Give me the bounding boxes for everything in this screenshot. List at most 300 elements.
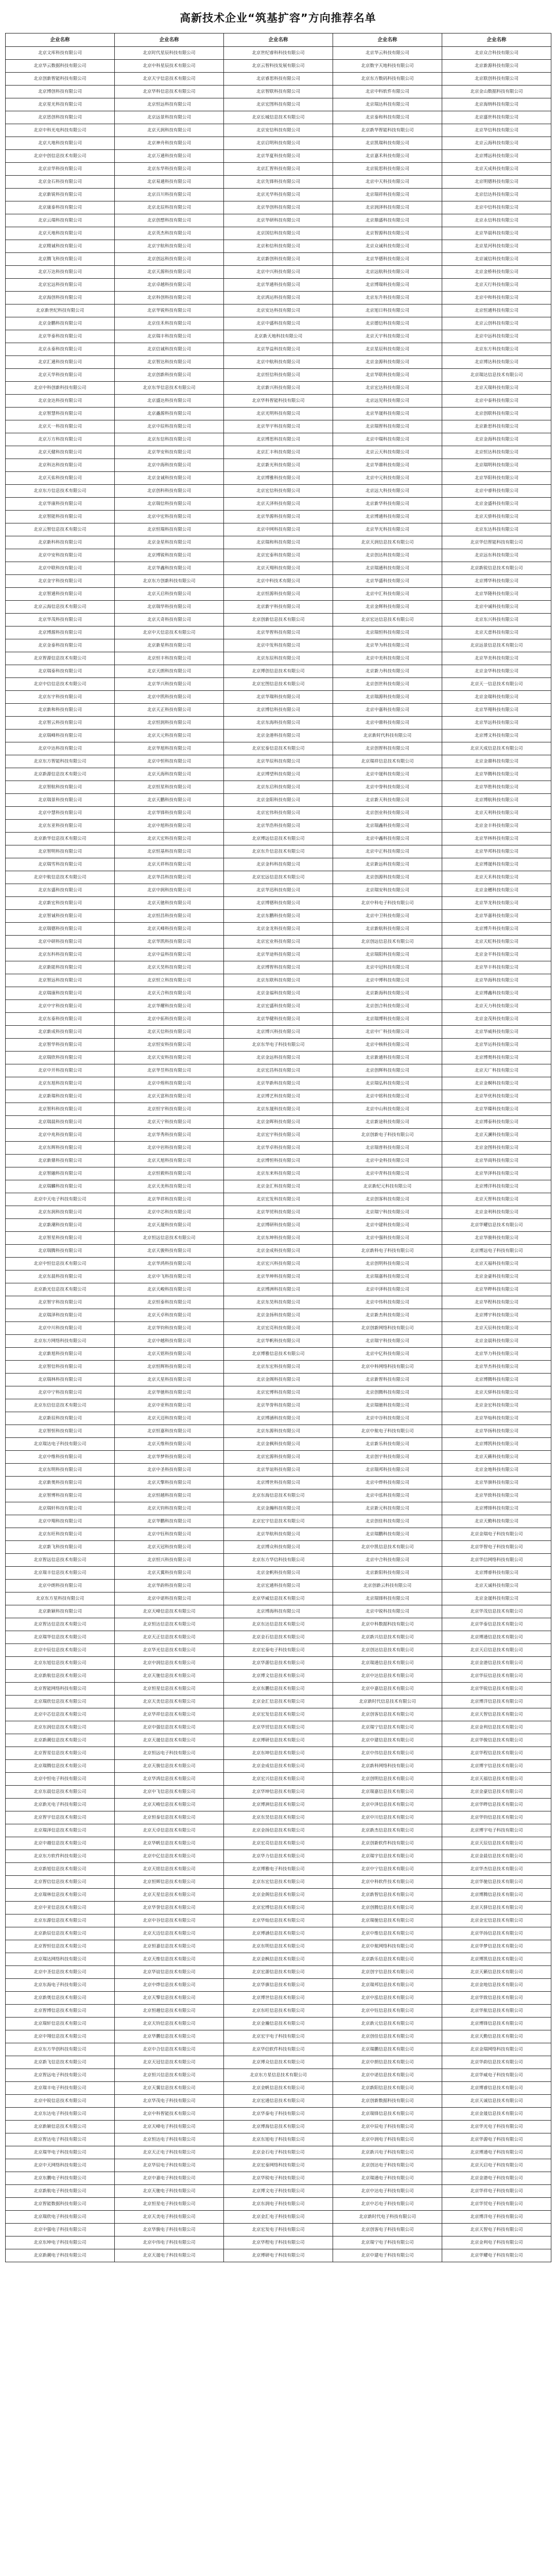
company-cell <box>115 382 224 395</box>
company-cell <box>6 1696 115 1708</box>
company-cell <box>115 523 224 536</box>
company-cell <box>115 1605 224 1618</box>
company-cell <box>442 189 551 201</box>
company-cell <box>115 1708 224 1721</box>
company-name: 北京华耀信息技术有限公司 <box>470 1223 523 1228</box>
company-name: 北京华威信息技术有限公司 <box>252 1596 305 1601</box>
company-name: 北京新源信息技术有限公司 <box>33 772 86 777</box>
company-name: 北京宏远信息技术有限公司 <box>252 875 305 880</box>
company-cell <box>115 1657 224 1670</box>
company-name: 北京鼎盛科技有限公司 <box>365 218 409 223</box>
table-row <box>6 2108 551 2121</box>
company-name: 北京中维信息技术有限公司 <box>361 1931 414 1936</box>
table-row <box>6 201 551 214</box>
company-cell <box>115 588 224 601</box>
company-cell <box>115 1734 224 1747</box>
table-row <box>6 1013 551 1026</box>
company-cell <box>115 897 224 910</box>
company-name: 北京文库科技有限公司 <box>38 50 82 56</box>
company-name: 北京智联科技有限公司 <box>256 89 300 94</box>
company-name: 北京博通电子科技有限公司 <box>470 2150 523 2155</box>
company-name: 北京创辉科技有限公司 <box>365 1068 409 1073</box>
company-name: 北京瑞祥科技有限公司 <box>365 192 409 197</box>
company-cell <box>442 137 551 150</box>
company-name: 北京华迅科技有限公司 <box>256 888 300 893</box>
company-cell <box>333 111 442 124</box>
company-cell <box>6 511 115 523</box>
table-row <box>6 408 551 420</box>
company-cell <box>333 253 442 266</box>
company-cell <box>224 536 333 549</box>
company-cell <box>6 1515 115 1528</box>
table-row <box>6 871 551 884</box>
company-cell <box>6 2236 115 2249</box>
company-cell <box>333 2108 442 2121</box>
company-cell <box>442 60 551 73</box>
company-name: 北京金晨信息技术有限公司 <box>470 1854 523 1859</box>
company-name: 北京恒基科技有限公司 <box>147 849 191 854</box>
company-cell <box>115 111 224 124</box>
company-cell <box>224 137 333 150</box>
company-name: 北京华钧信息技术有限公司 <box>470 1815 523 1820</box>
table-row <box>6 1206 551 1219</box>
company-cell <box>442 1219 551 1232</box>
company-name: 北京华力信息技术有限公司 <box>252 1854 305 1859</box>
company-name: 北京东方星信息技术有限公司 <box>250 2073 307 2078</box>
company-name: 北京华腾科技有限公司 <box>474 772 518 777</box>
company-name: 北京新兴科技有限公司 <box>256 385 300 391</box>
table-row <box>6 1386 551 1399</box>
company-cell <box>115 124 224 137</box>
company-name: 北京创达科技有限公司 <box>365 553 409 558</box>
company-cell <box>442 395 551 408</box>
company-name: 北京东鹏电子科技有限公司 <box>33 2176 86 2181</box>
company-name: 北京金桥科技有限公司 <box>474 269 518 275</box>
company-name: 北京华晔信息技术有限公司 <box>470 1802 523 1807</box>
company-name: 北京永泰科技有限公司 <box>38 347 82 352</box>
company-cell <box>224 1850 333 1863</box>
company-name: 北京中建信息技术有限公司 <box>361 1738 414 1743</box>
table-row <box>6 317 551 330</box>
table-row <box>6 1232 551 1245</box>
company-cell <box>115 730 224 742</box>
table-row <box>6 2030 551 2043</box>
company-name: 北京华美科技有限公司 <box>474 656 518 661</box>
company-cell <box>442 1773 551 1786</box>
company-name: 北京华鼎科技有限公司 <box>365 463 409 468</box>
company-name: 北京宏兴科技有限公司 <box>256 1261 300 1266</box>
company-name: 北京中航网络科技有限公司 <box>361 1944 414 1949</box>
company-name: 北京金宇科技有限公司 <box>38 579 82 584</box>
company-cell <box>6 304 115 317</box>
company-name: 北京恒嘉信息技术有限公司 <box>143 1944 196 1949</box>
company-cell <box>6 1837 115 1850</box>
company-cell <box>333 1696 442 1708</box>
company-name: 北京华祥电子科技有限公司 <box>470 2189 523 2194</box>
company-name: 北京新光科技有限公司 <box>256 463 300 468</box>
company-cell <box>224 1554 333 1567</box>
company-name: 北京中泽科技有限公司 <box>365 1287 409 1292</box>
company-name: 北京博艺科技有限公司 <box>256 1094 300 1099</box>
company-name: 北京中青科技有限公司 <box>365 1171 409 1176</box>
company-cell <box>224 845 333 858</box>
company-cell <box>442 1180 551 1193</box>
company-name: 北京天宁科技有限公司 <box>147 1120 191 1125</box>
company-cell <box>442 807 551 820</box>
company-cell <box>333 408 442 420</box>
company-cell <box>224 1670 333 1683</box>
company-name: 北京博洋科技有限公司 <box>474 1184 518 1189</box>
company-name: 北京华旭科技有限公司 <box>147 746 191 751</box>
company-name: 北京天行科技有限公司 <box>474 282 518 287</box>
company-name: 北京瑞宁科技有限公司 <box>365 1210 409 1215</box>
company-name: 北京智华科技有限公司 <box>38 1042 82 1047</box>
company-name: 北京新力科技有限公司 <box>365 669 409 674</box>
table-row <box>6 343 551 356</box>
company-name: 北京创科科技有限公司 <box>147 488 191 494</box>
company-name: 北京天正科技有限公司 <box>147 707 191 713</box>
company-name: 北京华旗科技有限公司 <box>474 1480 518 1485</box>
table-row <box>6 2185 551 2198</box>
company-name: 北京金阳科技有限公司 <box>256 798 300 803</box>
company-name: 北京博凯信息技术有限公司 <box>470 1957 523 1962</box>
company-cell <box>333 1914 442 1927</box>
company-cell <box>6 665 115 678</box>
company-name: 北京华扬信息技术有限公司 <box>470 1931 523 1936</box>
company-cell <box>333 189 442 201</box>
company-cell <box>115 1438 224 1451</box>
company-cell <box>115 317 224 330</box>
company-name: 北京东方科技有限公司 <box>474 347 518 352</box>
company-cell <box>6 266 115 279</box>
company-name: 北京华林科技有限公司 <box>474 836 518 841</box>
company-name: 北京金阁科技有限公司 <box>256 1377 300 1382</box>
company-name: 北京瑞明科技有限公司 <box>474 463 518 468</box>
table-row <box>6 897 551 910</box>
company-cell <box>333 1348 442 1361</box>
company-name: 北京宏图科技有限公司 <box>256 102 300 107</box>
company-name: 北京远景科技有限公司 <box>147 115 191 120</box>
company-name: 北京华隆科技有限公司 <box>474 591 518 597</box>
table-row <box>6 1966 551 1979</box>
company-cell <box>6 1167 115 1180</box>
company-name: 北京天奇科技有限公司 <box>147 617 191 622</box>
company-name: 北京东宏信息技术有限公司 <box>252 1879 305 1885</box>
company-name: 北京博洋信息技术有限公司 <box>470 1699 523 1704</box>
table-row <box>6 833 551 845</box>
company-name: 北京东达电子科技有限公司 <box>33 2111 86 2116</box>
company-name: 北京中锐科技有限公司 <box>365 1609 409 1614</box>
company-cell <box>333 2185 442 2198</box>
company-name: 北京博晟科技有限公司 <box>474 862 518 867</box>
company-name: 北京新天科技有限公司 <box>365 798 409 803</box>
company-name: 北京星河科技有限公司 <box>474 244 518 249</box>
company-name: 北京博创信息技术有限公司 <box>252 669 305 674</box>
company-name: 北京天迈信息技术有限公司 <box>143 1931 196 1936</box>
company-cell <box>442 240 551 253</box>
company-cell <box>115 1618 224 1631</box>
company-cell <box>115 1489 224 1502</box>
company-cell <box>115 1180 224 1193</box>
company-cell <box>115 150 224 163</box>
company-name: 北京中发科技有限公司 <box>256 643 300 648</box>
company-name: 北京金诚科技有限公司 <box>147 476 191 481</box>
company-cell <box>224 1567 333 1580</box>
company-name: 北京华宇科技有限公司 <box>256 424 300 429</box>
company-cell <box>442 1889 551 1902</box>
company-name: 北京天禾科技有限公司 <box>474 875 518 880</box>
company-name: 北京智信科技有限公司 <box>38 1364 82 1369</box>
company-cell <box>224 1167 333 1180</box>
company-name: 北京中科电子科技有限公司 <box>361 901 414 906</box>
company-name: 北京瑞康科技有限公司 <box>38 991 82 996</box>
company-name: 北京博涵信息技术有限公司 <box>252 1931 305 1936</box>
company-cell <box>224 511 333 523</box>
company-name: 北京华信智能科技有限公司 <box>470 540 523 545</box>
company-cell <box>224 433 333 446</box>
company-name: 北京瑞泽科技有限公司 <box>38 1313 82 1318</box>
company-name: 北京瑞源科技有限公司 <box>365 694 409 700</box>
table-row <box>6 1902 551 1914</box>
company-cell <box>442 2172 551 2185</box>
company-name: 北京博雅信息技术有限公司 <box>252 1351 305 1357</box>
company-cell <box>6 292 115 304</box>
company-name: 北京博通信息技术有限公司 <box>470 1635 523 1640</box>
company-cell <box>442 86 551 98</box>
company-name: 北京创客电子科技有限公司 <box>361 2227 414 2232</box>
company-cell <box>115 1451 224 1464</box>
company-cell <box>224 1734 333 1747</box>
company-name: 北京中科智能技术有限公司 <box>143 2111 196 2116</box>
company-name: 北京中远科技有限公司 <box>474 334 518 339</box>
company-name: 北京中煌科技有限公司 <box>147 1081 191 1086</box>
company-name: 北京华锐信息技术有限公司 <box>470 1686 523 1691</box>
table-row <box>6 163 551 176</box>
company-name: 北京宏达信息技术有限公司 <box>361 617 414 622</box>
company-name: 北京华科智能科技有限公司 <box>252 398 305 403</box>
company-name: 北京恒兴信息技术有限公司 <box>143 2073 196 2078</box>
company-name: 北京智星科技有限公司 <box>38 1235 82 1241</box>
company-name: 北京中强科技有限公司 <box>365 1235 409 1241</box>
company-cell <box>115 691 224 704</box>
company-name: 北京宏远科技有限公司 <box>38 282 82 287</box>
company-name: 北京瑞林科技有限公司 <box>38 1377 82 1382</box>
company-name: 北京新能科技有限公司 <box>38 965 82 970</box>
company-cell <box>442 47 551 60</box>
company-cell <box>115 1193 224 1206</box>
company-cell <box>333 691 442 704</box>
company-name: 北京东旺科技有限公司 <box>38 1532 82 1537</box>
column-header: 企业名称 <box>115 33 224 47</box>
company-name: 北京华贸电子科技有限公司 <box>470 2201 523 2207</box>
company-name: 北京瑞德科技有限公司 <box>38 926 82 931</box>
company-name: 北京华晔科技有限公司 <box>474 1287 518 1292</box>
table-row <box>6 1142 551 1155</box>
company-cell <box>442 498 551 511</box>
company-cell <box>115 1464 224 1477</box>
company-cell <box>442 1090 551 1103</box>
company-cell <box>224 240 333 253</box>
table-row <box>6 1438 551 1451</box>
company-name: 北京华安科技有限公司 <box>147 450 191 455</box>
company-cell <box>115 240 224 253</box>
company-name: 北京天启科技有限公司 <box>147 591 191 597</box>
company-name: 北京瑞宇科技有限公司 <box>365 1338 409 1344</box>
company-name: 北京华凯科技有限公司 <box>147 939 191 944</box>
company-cell <box>333 1039 442 1052</box>
company-cell <box>333 1026 442 1039</box>
company-name: 北京中伟电子科技有限公司 <box>143 2240 196 2245</box>
company-cell <box>6 897 115 910</box>
company-cell <box>115 2146 224 2159</box>
company-name: 北京博世信息技术有限公司 <box>252 1995 305 2001</box>
table-row <box>6 266 551 279</box>
company-cell <box>333 1361 442 1374</box>
company-cell <box>442 936 551 948</box>
company-name: 北京博智科技有限公司 <box>256 965 300 970</box>
company-cell <box>6 176 115 189</box>
company-name: 北京中亿信息技术有限公司 <box>143 1854 196 1859</box>
company-cell <box>224 1258 333 1270</box>
company-cell <box>6 2056 115 2069</box>
company-cell <box>442 2108 551 2121</box>
company-cell <box>6 1708 115 1721</box>
company-cell <box>115 1258 224 1270</box>
company-cell <box>442 1618 551 1631</box>
company-name: 北京中圣信息技术有限公司 <box>33 1970 86 1975</box>
company-cell <box>224 86 333 98</box>
company-cell <box>333 2018 442 2030</box>
company-cell <box>224 742 333 755</box>
company-cell <box>6 717 115 730</box>
company-name: 北京博升科技有限公司 <box>474 926 518 931</box>
company-name: 北京天润科技有限公司 <box>147 128 191 133</box>
company-cell <box>442 1541 551 1554</box>
company-name: 北京天成科技有限公司 <box>474 166 518 172</box>
company-cell <box>224 111 333 124</box>
company-cell <box>6 1721 115 1734</box>
company-cell <box>333 2043 442 2056</box>
company-cell <box>224 343 333 356</box>
company-name: 北京中谷信息技术有限公司 <box>143 1918 196 1923</box>
company-name: 北京中美科技有限公司 <box>365 656 409 661</box>
company-cell <box>442 2198 551 2211</box>
company-cell <box>442 356 551 369</box>
company-cell <box>6 343 115 356</box>
company-name: 北京中元科技有限公司 <box>365 476 409 481</box>
column-header: 企业名称 <box>333 33 442 47</box>
company-name: 北京瑞麟科技有限公司 <box>38 1184 82 1189</box>
company-cell <box>333 845 442 858</box>
table-row <box>6 1773 551 1786</box>
company-name: 北京东晟科技有限公司 <box>256 1107 300 1112</box>
company-cell <box>6 678 115 691</box>
company-name: 北京东升信息技术有限公司 <box>252 849 305 854</box>
company-cell <box>115 1515 224 1528</box>
company-name: 北京华为科技有限公司 <box>365 643 409 648</box>
company-cell <box>6 2108 115 2121</box>
company-name: 北京博锋信息技术有限公司 <box>470 2021 523 2026</box>
company-cell <box>115 1721 224 1734</box>
company-cell <box>115 575 224 588</box>
company-cell <box>115 961 224 974</box>
table-row <box>6 1116 551 1129</box>
company-cell <box>6 1567 115 1580</box>
company-cell <box>442 266 551 279</box>
company-name: 北京金瑞科技有限公司 <box>474 694 518 700</box>
company-name: 北京华梦科技有限公司 <box>147 1454 191 1460</box>
company-cell <box>6 1902 115 1914</box>
company-cell <box>333 575 442 588</box>
company-cell <box>115 845 224 858</box>
company-name: 北京新时代科技有限公司 <box>363 733 412 738</box>
company-name: 北京金穗科技有限公司 <box>474 888 518 893</box>
table-row <box>6 742 551 755</box>
company-name: 北京中慧科技有限公司 <box>38 810 82 816</box>
company-name: 北京易通科技有限公司 <box>147 179 191 184</box>
company-cell <box>115 948 224 961</box>
company-cell <box>115 1039 224 1052</box>
company-cell <box>115 2056 224 2069</box>
company-name: 北京智博信息技术有限公司 <box>33 2008 86 2013</box>
company-cell <box>6 86 115 98</box>
company-name: 北京新纪元科技有限公司 <box>363 1184 412 1189</box>
company-name: 北京博恒科技有限公司 <box>256 1158 300 1163</box>
table-row <box>6 98 551 111</box>
company-name: 北京华益科技有限公司 <box>256 347 300 352</box>
table-row <box>6 987 551 1000</box>
company-cell <box>115 2043 224 2056</box>
company-name: 北京中辰科技有限公司 <box>147 424 191 429</box>
company-name: 北京博兴科技有限公司 <box>256 1029 300 1035</box>
company-cell <box>333 1155 442 1167</box>
company-name: 北京博宇电子科技有限公司 <box>470 1828 523 1833</box>
company-name: 北京海纳科技有限公司 <box>474 102 518 107</box>
company-cell <box>442 1528 551 1541</box>
company-name: 北京创客信息技术有限公司 <box>361 1712 414 1717</box>
company-cell <box>333 807 442 820</box>
company-cell <box>333 1876 442 1889</box>
company-cell <box>224 523 333 536</box>
company-cell <box>6 2095 115 2108</box>
company-name: 北京华耀科技有限公司 <box>147 1004 191 1009</box>
company-name: 北京华信网络科技有限公司 <box>470 1557 523 1563</box>
company-name: 北京睿思科技有限公司 <box>256 76 300 81</box>
company-cell <box>115 536 224 549</box>
company-cell <box>115 292 224 304</box>
company-cell <box>6 1979 115 1992</box>
company-name: 北京新元科技有限公司 <box>365 1506 409 1511</box>
company-cell <box>442 459 551 472</box>
company-name: 北京天峻科技有限公司 <box>147 1287 191 1292</box>
company-name: 北京博众科技有限公司 <box>256 1545 300 1550</box>
company-cell <box>333 1528 442 1541</box>
company-name: 北京宏通信息技术有限公司 <box>252 2098 305 2104</box>
company-cell <box>333 1142 442 1155</box>
company-cell <box>6 1386 115 1399</box>
company-cell <box>115 652 224 665</box>
company-name: 北京新时代电子科技有限公司 <box>359 2214 416 2219</box>
company-cell <box>224 1425 333 1438</box>
company-name: 北京康泰科技有限公司 <box>38 205 82 210</box>
company-cell <box>333 601 442 614</box>
company-name: 北京中翔信息技术有限公司 <box>33 2034 86 2039</box>
company-name: 北京东昊信息技术有限公司 <box>252 1815 305 1820</box>
company-name: 北京天意科技有限公司 <box>474 630 518 635</box>
company-cell <box>442 1811 551 1824</box>
company-cell <box>224 575 333 588</box>
company-name: 北京恒嘉科技有限公司 <box>147 1429 191 1434</box>
